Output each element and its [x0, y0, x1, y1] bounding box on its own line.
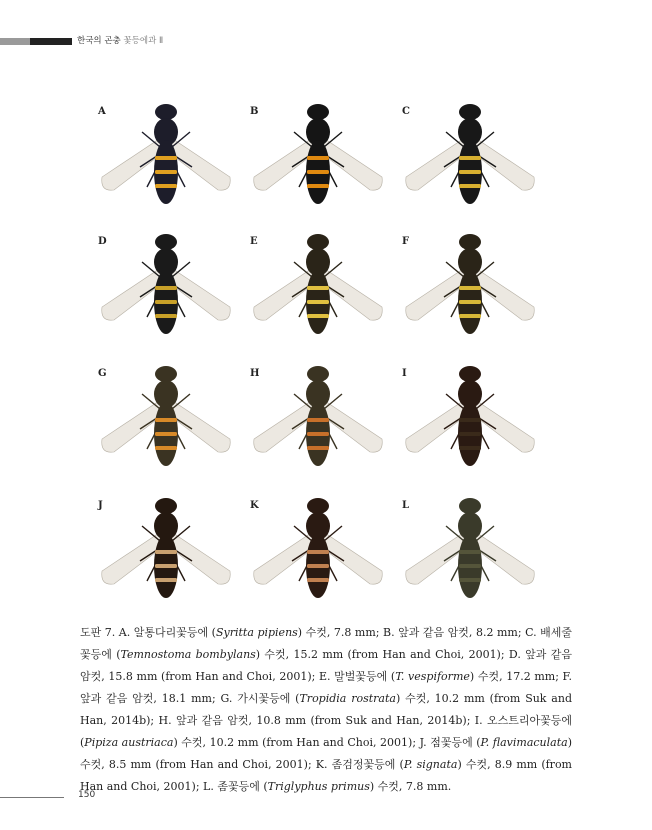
abdomen-band — [459, 550, 481, 554]
abdomen-band — [155, 170, 177, 174]
specimen-panel — [244, 222, 392, 347]
abdomen-band — [459, 446, 481, 450]
specimen-panel — [92, 222, 240, 347]
abdomen-band — [307, 418, 329, 422]
specimen-panel — [396, 222, 544, 347]
species-name: P. signata — [403, 758, 458, 771]
head — [155, 234, 177, 250]
abdomen-band — [459, 432, 481, 436]
specimen-panel — [92, 92, 240, 217]
hoverfly-specimen-image — [244, 92, 392, 217]
head — [155, 104, 177, 120]
species-name: Temnostoma bombylans — [120, 648, 256, 661]
panel-label: L — [402, 500, 410, 511]
book-title: 한국의 곤충 — [77, 36, 121, 46]
panel-label: H — [250, 368, 260, 379]
abdomen-band — [459, 286, 481, 290]
header-bar-grey — [0, 38, 30, 45]
specimen-panel — [244, 92, 392, 217]
abdomen-band — [155, 300, 177, 304]
abdomen-band — [459, 418, 481, 422]
head — [155, 366, 177, 382]
abdomen-band — [155, 314, 177, 318]
abdomen-band — [155, 564, 177, 568]
specimen-panel — [396, 92, 544, 217]
abdomen-band — [307, 550, 329, 554]
hoverfly-specimen-image — [396, 486, 544, 611]
species-name: T. vespiforme — [395, 670, 470, 683]
panel-label: C — [402, 106, 410, 117]
head — [459, 234, 481, 250]
abdomen-band — [155, 184, 177, 188]
specimen-panel — [92, 354, 240, 479]
abdomen-band — [307, 156, 329, 160]
abdomen-band — [459, 184, 481, 188]
plate-caption — [80, 622, 572, 798]
caption-text: ) 수컷, 17.2 mm; F. 앞과 같음 암컷, 18.1 mm; G. 가시꽃등에 ( — [80, 670, 572, 705]
specimen-panel — [92, 486, 240, 611]
abdomen-band — [307, 286, 329, 290]
abdomen-band — [459, 578, 481, 582]
abdomen-band — [459, 314, 481, 318]
species-name: P. flavimaculata — [480, 736, 568, 749]
panel-label: A — [98, 106, 106, 117]
caption-text: ) 수컷, 7.8 mm; B. 앞과 같음 암컷, 8.2 mm; C. 배세줄꽃등에 ( — [80, 626, 572, 661]
species-name: Triglyphus primus — [267, 780, 370, 793]
abdomen-band — [155, 286, 177, 290]
panel-label: F — [402, 236, 410, 247]
abdomen-band — [155, 156, 177, 160]
hoverfly-specimen-image — [244, 354, 392, 479]
abdomen-band — [459, 300, 481, 304]
panel-label: K — [250, 500, 259, 511]
panel-label: B — [250, 106, 259, 117]
abdomen-band — [155, 432, 177, 436]
hoverfly-specimen-image — [92, 354, 240, 479]
footer-rule — [0, 797, 64, 798]
caption-text: ) 수컷, 10.2 mm (from Suk and Han, 2014b); H. 앞과 같음 암컷, 10.8 mm (from Suk and Han, 2014b); I. 오스트리아꽃등에 ( — [80, 692, 572, 749]
hoverfly-specimen-image — [396, 354, 544, 479]
specimen-plate — [92, 92, 548, 612]
head — [459, 366, 481, 382]
abdomen-band — [459, 156, 481, 160]
species-name: Tropidia rostrata — [299, 692, 396, 705]
caption-text: ) 수컷, 7.8 mm. — [369, 780, 452, 793]
abdomen-band — [307, 314, 329, 318]
panel-label: E — [250, 236, 258, 247]
specimen-panel — [396, 354, 544, 479]
abdomen-band — [459, 564, 481, 568]
abdomen-band — [307, 446, 329, 450]
abdomen-band — [307, 578, 329, 582]
abdomen-band — [307, 170, 329, 174]
hoverfly-specimen-image — [244, 222, 392, 347]
head — [307, 104, 329, 120]
abdomen-band — [307, 432, 329, 436]
specimen-panel — [244, 486, 392, 611]
caption-text: 도판 7. A. 알통다리꽃등에 ( — [80, 626, 216, 639]
head — [307, 234, 329, 250]
hoverfly-specimen-image — [396, 92, 544, 217]
head — [459, 104, 481, 120]
abdomen-band — [155, 446, 177, 450]
book-subtitle: 꽃등에과 Ⅱ — [123, 36, 164, 46]
specimen-panel — [244, 354, 392, 479]
head — [307, 498, 329, 514]
caption-text: ) 수컷, 10.2 mm (from Han and Choi, 2001); J. 점꽃등에 ( — [173, 736, 481, 749]
hoverfly-specimen-image — [396, 222, 544, 347]
caption-text: ) 수컷, 15.2 mm (from Han and Choi, 2001); D. 앞과 같음 암컷, 15.8 mm (from Han and Choi, 2001); E. 말벌꽃등에 ( — [80, 648, 572, 683]
panel-label: G — [98, 368, 107, 379]
hoverfly-specimen-image — [92, 92, 240, 217]
species-name: Pipiza austriaca — [84, 736, 174, 749]
hoverfly-specimen-image — [244, 486, 392, 611]
hoverfly-specimen-image — [92, 222, 240, 347]
caption-text: ) 수컷, 8.9 mm (from Han and Choi, 2001); L. 좀꽃등에 ( — [80, 758, 572, 793]
panel-label: J — [98, 500, 103, 511]
species-name: Syritta pipiens — [215, 626, 298, 639]
hoverfly-specimen-image — [92, 486, 240, 611]
head — [155, 498, 177, 514]
panel-label: I — [402, 368, 407, 379]
running-header — [77, 34, 163, 46]
head — [459, 498, 481, 514]
abdomen-band — [155, 418, 177, 422]
caption-text: ) 수컷, 8.5 mm (from Han and Choi, 2001); K. 좀검정꽃등에 ( — [80, 736, 572, 771]
head — [307, 366, 329, 382]
abdomen-band — [155, 578, 177, 582]
abdomen-band — [155, 550, 177, 554]
page-number: 150 — [78, 790, 96, 800]
header-bar-dark — [30, 38, 72, 45]
abdomen-band — [307, 300, 329, 304]
abdomen-band — [307, 564, 329, 568]
panel-label: D — [98, 236, 107, 247]
abdomen-band — [307, 184, 329, 188]
specimen-panel — [396, 486, 544, 611]
abdomen-band — [459, 170, 481, 174]
